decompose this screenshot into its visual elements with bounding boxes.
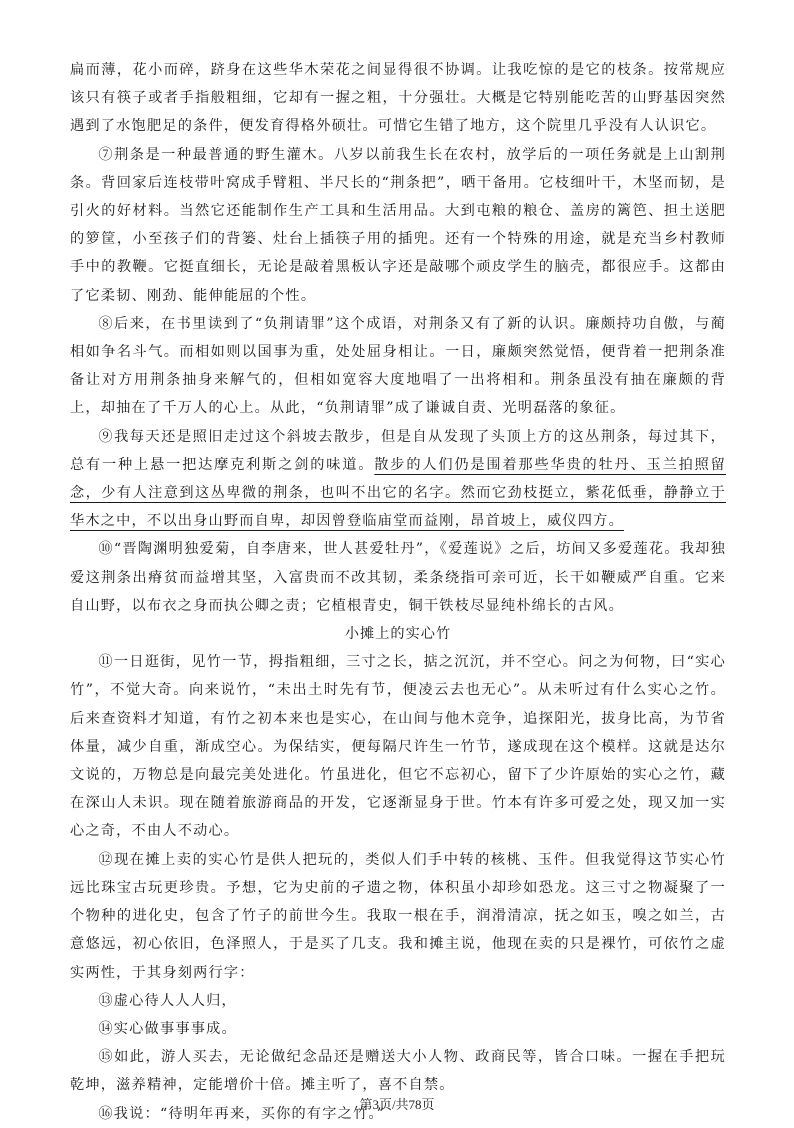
paragraph-8: ⑧后来，在书里读到了“负荆请罪”这个成语，对荆条又有了新的认识。廉颇持功自傲，与蔺相如争名斗气。而相如则以国事为重，处处屈身相让。一日，廉颇突然觉悟，便背着一把荆条准备让对方用荆条抽身来解气的，但相如宽容大度地唱了一出将相和。荆条虽没有抽在廉颇的背上，却抽在了千万人的心上。从此，“负荆请罪”成了谦诚自责、光明磊落的象征。: [70, 315, 726, 417]
paragraph-14: ⑭实心做事事事成。: [98, 1020, 237, 1037]
paragraph-11: ⑪一日逛街，见竹一节，拇指粗细，三寸之长，掂之沉沉，并不空心。问之为何物，曰“实心竹”，不觉大奇。向来说竹，“未出土时先有节，便凌云去也无心”。从未听过有什么实心之竹。后来查资料才知道，有竹之初本来也是实心，在山间与他木竞争，追探阳光，拔身比高，为节省体量，减少自重，渐成空心。为保结实，便每隔尺许生一竹节，遂成现在这个模样。这就是达尔文说的，万物总是向最完美处进化。竹虽进化，但它不忘初心，留下了少许原始的实心之竹，藏在深山人未识。现在随着旅游商品的开发，它逐渐显身于世。竹本有许多可爱之处，现又加一实心之奇，不由人不动心。: [70, 654, 726, 840]
section-subtitle: 小摊上的实心竹: [344, 626, 452, 643]
paragraph-continued: 扁而薄，花小而碎，跻身在这些华木荣花之间显得很不协调。让我吃惊的是它的枝条。按常规应该只有筷子或者手指般粗细，它却有一握之粗，十分强壮。大概是它特别能吃苦的山野基因突然遇到了水饱肥足的条件，便发育得格外硕壮。可惜它生错了地方，这个院里几乎没有人认识它。: [70, 62, 726, 135]
paragraph-12: ⑫现在摊上卖的实心竹是供人把玩的，类似人们手中转的核桃、玉件。但我觉得这节实心竹远比珠宝古玩更珍贵。予想，它为史前的孑遗之物，体积虽小却珍如恐龙。这三寸之物凝聚了一个物种的进化史，包含了竹子的前世今生。我取一根在手，润滑清凉，抚之如玉，嗅之如兰，古意悠远，初心依旧，色泽照人，于是买了几支。我和摊主说，他现在卖的只是裸竹，可依竹之虚实两性，于其身刻两行字：: [70, 851, 726, 981]
paragraph-10: ⑩“晋陶渊明独爱菊，自李唐来，世人甚爱牡丹”，《爱莲说》之后，坊间又多爱莲花。我却独爱这荆条出瘠贫而益增其坚，入富贵而不改其韧，柔条绕指可亲可近，长干如鞭威严自重。它来自山野，以布衣之身而执公卿之责；它植根青史，铜干铁枝尽显纯朴绵长的古风。: [70, 541, 726, 614]
paragraph-9-underlined: 散步的人们仍是围着那些华贵的牡丹、玉兰拍照留念，少有人注意到这丛卑微的荆条，也叫不出它的名字。然而它劲枝挺立，紫花低垂，静静立于华木之中，不以出身山野而自卑，却因曾登临庙堂而益刚，昂首坡上，威仪四方。: [70, 456, 726, 530]
page-footer: 第3页/共78页: [359, 1097, 435, 1112]
paragraph-9: [70, 423, 726, 536]
paragraph-9-lead: ⑨我每天还是照旧走过这个斜坡去散步，但是自从发现了头顶上方的这丛荆条，每过其下，总有一种上悬一把达摩克利斯之剑的味道。: [70, 428, 726, 473]
paragraph-13: ⑬虚心待人人人归，: [98, 992, 237, 1009]
paragraph-15: ⑮如此，游人买去，无论做纪念品还是赠送大小人物、政商民等，皆合口味。一握在手把玩乾坤，滋养精神，定能增价十倍。摊主听了，喜不自禁。: [70, 1049, 726, 1094]
document-body: [70, 56, 726, 1128]
paragraph-16: ⑯我说：“待明年再来，买你的有字之竹。”: [98, 1105, 386, 1122]
paragraph-7: ⑦荆条是一种最普通的野生灌木。八岁以前我生长在农村，放学后的一项任务就是上山割荆条。背回家后连枝带叶窝成手臂粗、半尺长的“荆条把”，晒干备用。它枝细叶干，木坚而韧，是引火的好材料。当然它还能制作生产工具和生活用品。大到屯粮的粮仓、盖房的篱笆、担土送肥的箩筐，小至孩子们的背篓、灶台上插筷子用的插兜。还有一个特殊的用途，就是充当乡村教师手中的教鞭。它挺直细长，无论是敲着黑板认字还是敲哪个顽皮学生的脑壳，都很应手。这都由了它柔韧、刚劲、能伸能屈的个性。: [70, 146, 726, 304]
